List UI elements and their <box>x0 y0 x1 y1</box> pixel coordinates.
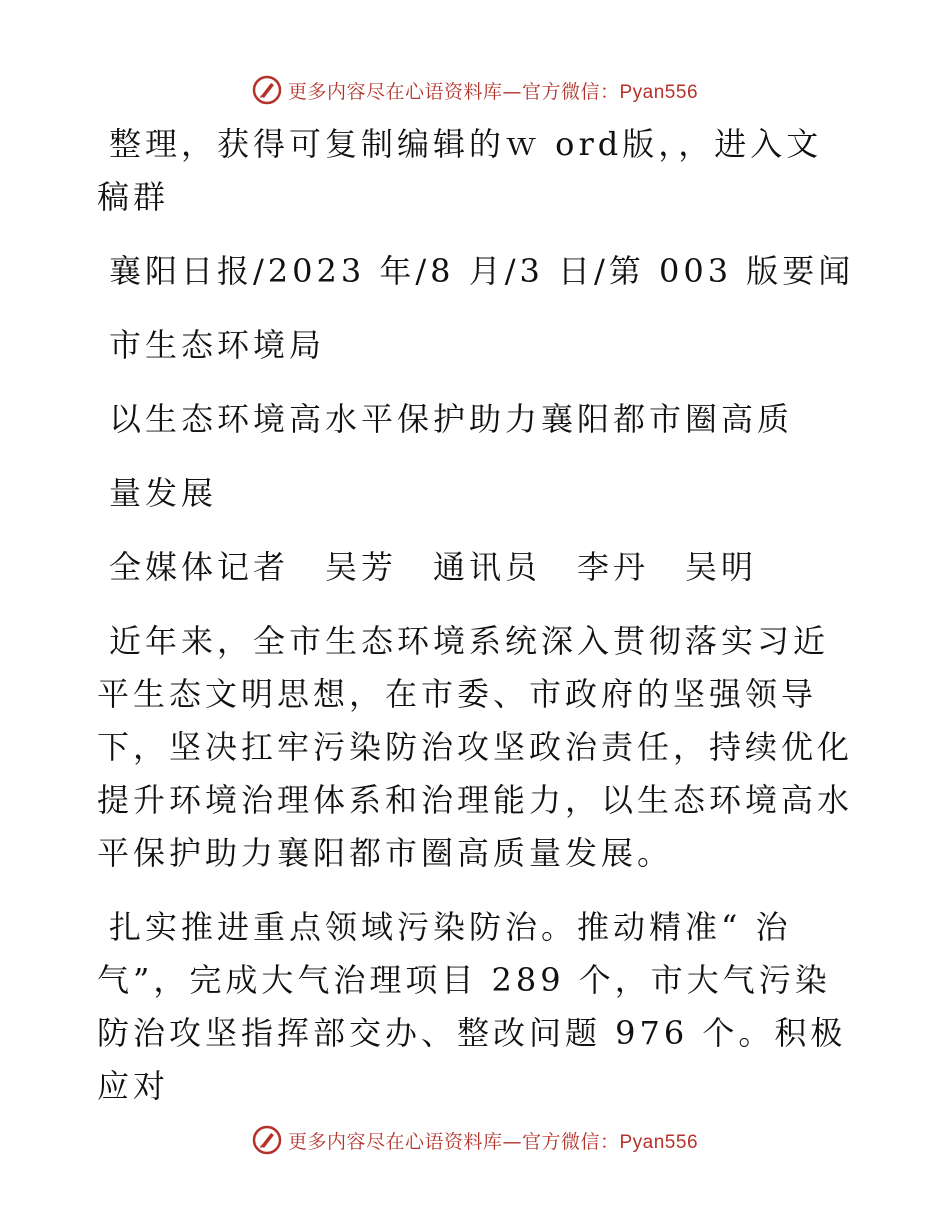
watermark-text: 更多内容尽在心语资料库—官方微信：Pyan556 <box>287 80 699 103</box>
pen-seal-icon <box>252 1125 282 1155</box>
paragraph-intro: 整理，获得可复制编辑的ｗ ord版，，进入文稿群 <box>97 125 823 216</box>
paragraph-department: 市生态环境局 <box>109 326 326 364</box>
paragraph-source: 襄阳日报/2023 年/8 月/3 日/第 003 版要闻 <box>109 252 855 290</box>
paragraph-body-2: 扎实推进重点领域污染防治。推动精准“ 治气”，完成大气治理项目 289 个，市大气污染防治攻坚指挥部交办、整改问题 976 个。积极应对 <box>97 908 847 1105</box>
pen-seal-icon <box>252 75 282 105</box>
paragraph-body-1: 近年来，全市生态环境系统深入贯彻落实习近平生态文明思想，在市委、市政府的坚强领导下，坚决扛牢污染防治攻坚政治责任，持续优化提升环境治理体系和治理能力，以生态环境高水平保护助力襄阳都市圈高质量发展。 <box>97 622 854 872</box>
watermark-header <box>0 70 950 110</box>
watermark-text: 更多内容尽在心语资料库—官方微信：Pyan556 <box>287 1130 699 1153</box>
document-body <box>97 118 857 1134</box>
article-title-line-2: 量发展 <box>109 474 218 512</box>
paragraph-byline: 全媒体记者 吴芳 通讯员 李丹 吴明 <box>109 548 758 586</box>
article-title-line-1: 以生态环境高水平保护助力襄阳都市圈高质 <box>109 400 794 438</box>
watermark-footer <box>0 1120 950 1160</box>
